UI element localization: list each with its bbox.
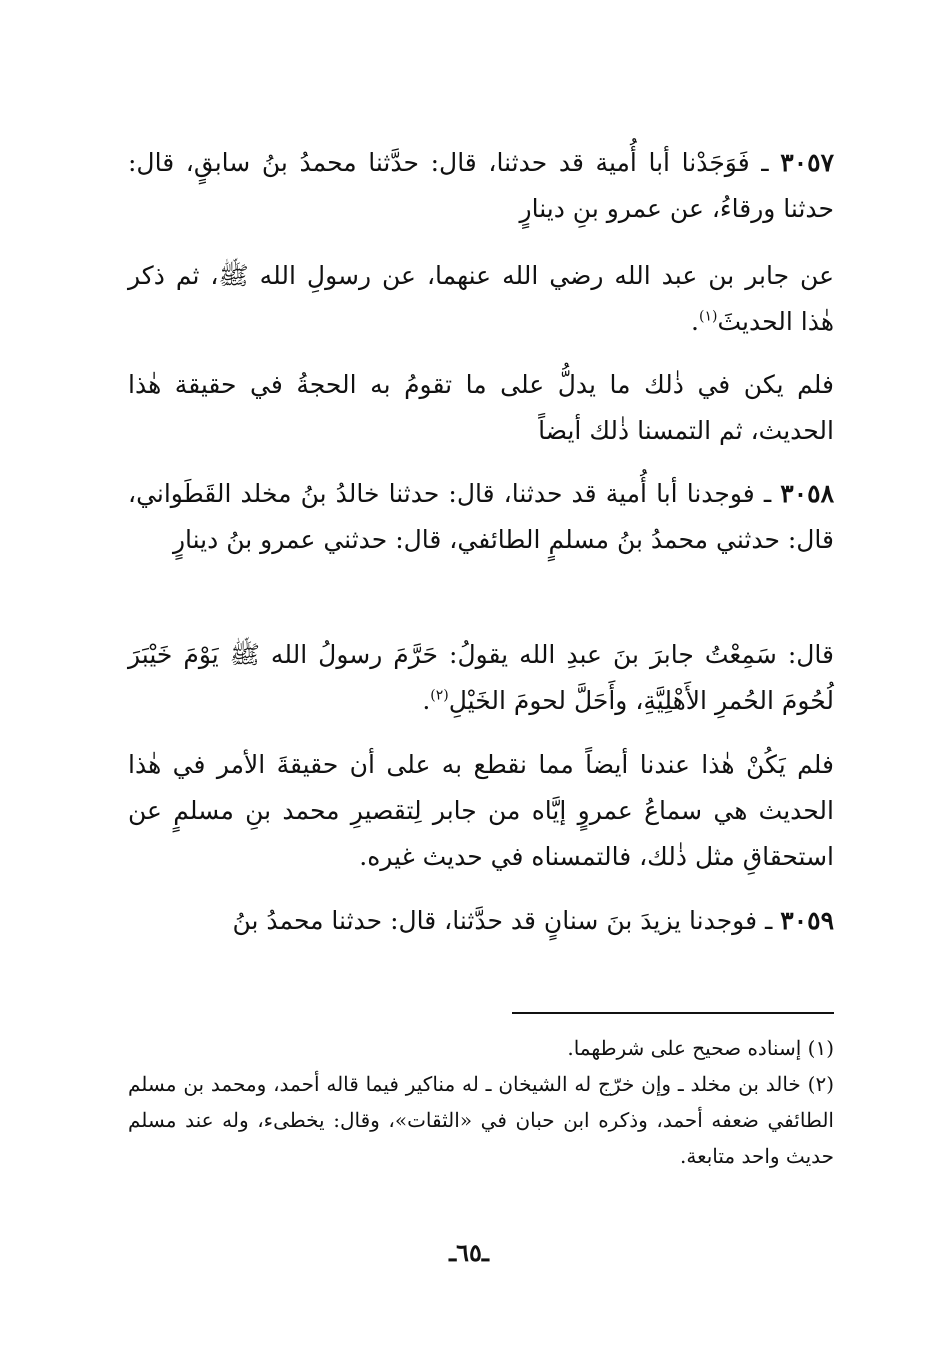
footnote-divider	[512, 1012, 834, 1014]
footnote-ref[interactable]: (١)	[699, 308, 718, 325]
paragraph-text: قال: سَمِعْتُ جابرَ بنَ عبدِ الله يقولُ: حَرَّمَ رسولُ الله ﷺ يَوْمَ خَيْبَرَ لُحُومَ الحُمرِ الأَهْلِيَّةِ، وأَحَلَّ لحومَ الخَيْلِ	[128, 640, 834, 715]
hadith-number: ٣٠٥٨	[780, 479, 834, 508]
paragraph-commentary-2	[128, 742, 834, 880]
page-number: ـ٦٥ـ	[449, 1238, 489, 1267]
paragraph-3059	[128, 898, 834, 944]
hadith-number: ٣٠٥٧	[780, 148, 834, 177]
paragraph-3058	[128, 471, 834, 563]
footnote-2	[128, 1066, 834, 1174]
paragraph-3057	[128, 140, 834, 232]
footnote-text: خالد بن مخلد ـ وإن خرّج له الشيخان ـ له مناكير فيما قاله أحمد، ومحمد بن مسلم الطائفي ضعفه أحمد، وذكره ابن حبان في «الثقات»، وقال: يخطىء، وله عند مسلم حديث واحد متابعة.	[128, 1072, 834, 1168]
paragraph-text: ـ فوجدنا يزيدَ بنَ سنانٍ قد حدَّثنا، قال: حدثنا محمدُ بنُ	[232, 906, 773, 935]
hadith-number: ٣٠٥٩	[780, 906, 834, 935]
footnote-text: إسناده صحيح على شرطهما.	[567, 1036, 802, 1060]
footnotes	[128, 1030, 834, 1174]
paragraph-text: فلم يكن في ذٰلك ما يدلُّ على ما تقومُ به الحجةُ في حقيقة هٰذا الحديث، ثم التمسنا ذٰلك أيضاً	[128, 370, 834, 445]
paragraph-text: ـ فوجدنا أبا أُمية قد حدثنا، قال: حدثنا خالدُ بنُ مخلد القَطَواني، قال: حدثني محمدُ بنُ مسلمٍ الطائفي، قال: حدثني عمرو بنُ دينارٍ	[128, 479, 834, 554]
paragraph-jabir-quote	[128, 632, 834, 724]
paragraph-text: عن جابر بن عبد الله رضي الله عنهما، عن رسولِ الله ﷺ، ثم ذكر هٰذا الحديثَ	[128, 261, 834, 336]
paragraph-commentary-1	[128, 362, 834, 454]
punctuation: .	[422, 686, 431, 715]
paragraph-text: فلم يَكُنْ هٰذا عندنا أيضاً مما نقطع به على أن حقيقةَ الأمر في هٰذا الحديث هي سماعُ عمروٍ إيَّاه من جابر لِتقصيرِ محمد بنِ مسلمٍ عن استحقاقِ مثل ذٰلك، فالتمسناه في حديث غيره.	[128, 750, 834, 871]
punctuation: .	[691, 307, 699, 336]
footnote-marker: (٢)	[807, 1072, 834, 1096]
paragraph-chain-end	[128, 253, 834, 345]
footnote-ref[interactable]: (٢)	[430, 687, 449, 704]
footnote-1	[128, 1030, 834, 1066]
paragraph-text: ـ فَوَجَدْنا أبا أُمية قد حدثنا، قال: حدَّثنا محمدُ بنُ سابقٍ، قال: حدثنا ورقاءُ، عن عمرو بنِ دينارٍ	[128, 148, 834, 223]
footnote-marker: (١)	[807, 1036, 834, 1060]
